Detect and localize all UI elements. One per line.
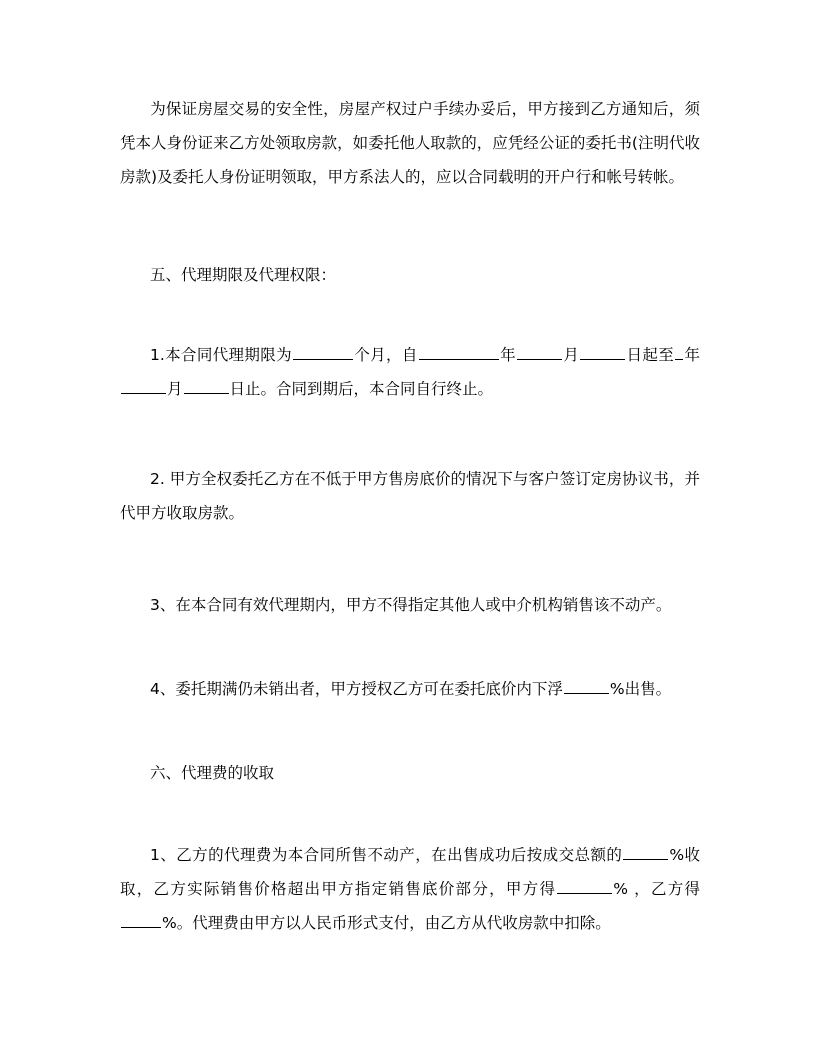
blank-start-day[interactable] bbox=[580, 341, 625, 360]
section-heading-5: 五、代理期限及代理权限： bbox=[150, 266, 337, 284]
blank-party-a-share[interactable] bbox=[557, 875, 612, 894]
blank-float-percent[interactable] bbox=[564, 675, 609, 694]
blank-end-year[interactable] bbox=[675, 341, 683, 360]
clause-5-1: 1.本合同代理期限为 个月，自 年 月 日起至 年月 日止。合同到期后，本合同自行终止。 bbox=[120, 338, 700, 406]
clause-5-2: 2. 甲方全权委托乙方在不低于甲方售房底价的情况下与客户签订定房协议书，并代甲方收取房款。 bbox=[120, 470, 700, 522]
blank-end-day[interactable] bbox=[184, 375, 229, 394]
clause-6-1: 1、乙方的代理费为本合同所售不动产，在出售成功后按成交总额的 %收取，乙方实际销售价格超出甲方指定销售底价部分，甲方得 % ，乙方得%。代理费由甲方以人民币形式支付，由乙方从代收房款中扣除。 bbox=[120, 838, 700, 940]
blank-start-year[interactable] bbox=[419, 341, 499, 360]
blank-end-month[interactable] bbox=[121, 375, 166, 394]
clause-5-4: 4、委托期满仍未销出者，甲方授权乙方可在委托底价内下浮 %出售。 bbox=[120, 672, 700, 706]
blank-start-month[interactable] bbox=[517, 341, 562, 360]
clause-5-3: 3、在本合同有效代理期内，甲方不得指定其他人或中介机构销售该不动产。 bbox=[150, 596, 672, 614]
blank-fee-percent[interactable] bbox=[623, 841, 668, 860]
paragraph-payment-collection: 为保证房屋交易的安全性，房屋产权过户手续办妥后，甲方接到乙方通知后，须凭本人身份证来乙方处领取房款，如委托他人取款的，应凭经公证的委托书(注明代收房款)及委托人身份证明领取，甲方系法人的，应以合同载明的开户行和帐号转帐。 bbox=[120, 100, 700, 186]
blank-months[interactable] bbox=[293, 341, 353, 360]
section-heading-6: 六、代理费的收取 bbox=[150, 764, 275, 782]
blank-party-b-share[interactable] bbox=[121, 909, 161, 928]
